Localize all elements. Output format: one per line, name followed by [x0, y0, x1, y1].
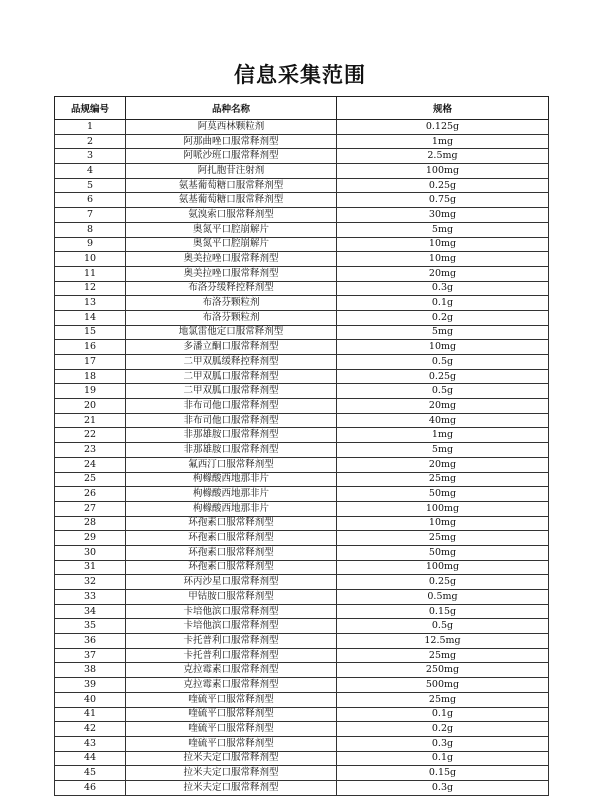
table-row: [55, 149, 549, 164]
table-row: [55, 355, 549, 370]
cell-spec: 0.5g: [337, 355, 549, 370]
cell-drug-name: 喹硫平口服常释剂型: [126, 722, 337, 737]
cell-drug-name: 阿那曲唑口服常释剂型: [126, 134, 337, 149]
cell-drug-name: 阿扎胞苷注射剂: [126, 164, 337, 179]
table-row: [55, 457, 549, 472]
cell-spec: 0.2g: [337, 310, 549, 325]
table-row: [55, 501, 549, 516]
cell-drug-name: 二甲双胍口服常释剂型: [126, 369, 337, 384]
cell-drug-name: 布洛芬颗粒剂: [126, 296, 337, 311]
cell-spec: 20mg: [337, 266, 549, 281]
cell-spec-id: 13: [55, 296, 126, 311]
cell-spec: 10mg: [337, 340, 549, 355]
cell-spec-id: 25: [55, 472, 126, 487]
cell-spec: 0.125g: [337, 120, 549, 135]
cell-spec-id: 10: [55, 252, 126, 267]
cell-spec: 0.3g: [337, 281, 549, 296]
cell-spec-id: 33: [55, 590, 126, 605]
cell-spec-id: 24: [55, 457, 126, 472]
table-row: [55, 340, 549, 355]
table-row: [55, 281, 549, 296]
cell-drug-name: 卡培他滨口服常释剂型: [126, 619, 337, 634]
cell-spec-id: 29: [55, 531, 126, 546]
cell-drug-name: 非布司他口服常释剂型: [126, 399, 337, 414]
cell-spec-id: 27: [55, 501, 126, 516]
cell-drug-name: 二甲双胍缓释控释剂型: [126, 355, 337, 370]
cell-spec-id: 8: [55, 222, 126, 237]
cell-spec-id: 40: [55, 692, 126, 707]
cell-spec: 2.5mg: [337, 149, 549, 164]
table-row: [55, 399, 549, 414]
table-row: [55, 193, 549, 208]
cell-drug-name: 非布司他口服常释剂型: [126, 413, 337, 428]
cell-drug-name: 奥氮平口腔崩解片: [126, 237, 337, 252]
cell-drug-name: 喹硫平口服常释剂型: [126, 707, 337, 722]
cell-spec: 5mg: [337, 325, 549, 340]
cell-spec: 25mg: [337, 648, 549, 663]
cell-spec: 500mg: [337, 678, 549, 693]
cell-spec-id: 12: [55, 281, 126, 296]
table-row: [55, 443, 549, 458]
cell-drug-name: 地氯雷他定口服常释剂型: [126, 325, 337, 340]
cell-drug-name: 克拉霉素口服常释剂型: [126, 663, 337, 678]
cell-spec-id: 35: [55, 619, 126, 634]
cell-drug-name: 环孢素口服常释剂型: [126, 516, 337, 531]
cell-drug-name: 二甲双胍口服常释剂型: [126, 384, 337, 399]
cell-spec-id: 21: [55, 413, 126, 428]
cell-spec: 250mg: [337, 663, 549, 678]
cell-drug-name: 阿莫西林颗粒剂: [126, 120, 337, 135]
cell-drug-name: 拉米夫定口服常释剂型: [126, 751, 337, 766]
cell-spec: 10mg: [337, 252, 549, 267]
cell-spec: 40mg: [337, 413, 549, 428]
cell-spec: 0.25g: [337, 369, 549, 384]
cell-spec-id: 11: [55, 266, 126, 281]
cell-spec: 0.1g: [337, 707, 549, 722]
table-row: [55, 707, 549, 722]
cell-spec-id: 9: [55, 237, 126, 252]
cell-spec: 0.1g: [337, 296, 549, 311]
cell-drug-name: 喹硫平口服常释剂型: [126, 692, 337, 707]
cell-spec: 0.15g: [337, 604, 549, 619]
table-header-row: [55, 97, 549, 120]
table-row: [55, 266, 549, 281]
cell-drug-name: 布洛芬颗粒剂: [126, 310, 337, 325]
cell-spec: 0.25g: [337, 575, 549, 590]
cell-drug-name: 奥美拉唑口服常释剂型: [126, 252, 337, 267]
table-row: [55, 663, 549, 678]
cell-drug-name: 拉米夫定口服常释剂型: [126, 766, 337, 781]
cell-spec-id: 37: [55, 648, 126, 663]
cell-spec-id: 15: [55, 325, 126, 340]
cell-drug-name: 环孢素口服常释剂型: [126, 560, 337, 575]
table-row: [55, 325, 549, 340]
table-row: [55, 369, 549, 384]
cell-spec-id: 4: [55, 164, 126, 179]
cell-spec-id: 22: [55, 428, 126, 443]
cell-spec: 100mg: [337, 164, 549, 179]
cell-spec-id: 38: [55, 663, 126, 678]
table-row: [55, 516, 549, 531]
cell-spec-id: 18: [55, 369, 126, 384]
cell-spec: 0.15g: [337, 766, 549, 781]
cell-spec-id: 23: [55, 443, 126, 458]
cell-spec: 50mg: [337, 545, 549, 560]
cell-drug-name: 奥氮平口腔崩解片: [126, 222, 337, 237]
table-row: [55, 310, 549, 325]
cell-spec: 100mg: [337, 560, 549, 575]
cell-spec: 0.5g: [337, 619, 549, 634]
table-row: [55, 178, 549, 193]
cell-spec-id: 7: [55, 208, 126, 223]
cell-drug-name: 卡培他滨口服常释剂型: [126, 604, 337, 619]
cell-spec: 25mg: [337, 472, 549, 487]
cell-spec-id: 19: [55, 384, 126, 399]
cell-spec-id: 28: [55, 516, 126, 531]
cell-spec: 30mg: [337, 208, 549, 223]
cell-spec: 0.5mg: [337, 590, 549, 605]
table-row: [55, 560, 549, 575]
table-row: [55, 413, 549, 428]
cell-spec: 0.3g: [337, 736, 549, 751]
cell-drug-name: 喹硫平口服常释剂型: [126, 736, 337, 751]
cell-spec: 0.75g: [337, 193, 549, 208]
cell-drug-name: 卡托普利口服常释剂型: [126, 648, 337, 663]
cell-drug-name: 环孢素口服常释剂型: [126, 545, 337, 560]
table-row: [55, 722, 549, 737]
cell-drug-name: 氨溴索口服常释剂型: [126, 208, 337, 223]
table-row: [55, 222, 549, 237]
cell-spec: 0.25g: [337, 178, 549, 193]
cell-drug-name: 非那雄胺口服常释剂型: [126, 443, 337, 458]
cell-spec: 12.5mg: [337, 634, 549, 649]
cell-drug-name: 氟西汀口服常释剂型: [126, 457, 337, 472]
cell-drug-name: 奥美拉唑口服常释剂型: [126, 266, 337, 281]
cell-spec-id: 26: [55, 487, 126, 502]
cell-spec-id: 34: [55, 604, 126, 619]
table-row: [55, 296, 549, 311]
cell-spec-id: 6: [55, 193, 126, 208]
table-row: [55, 531, 549, 546]
table-body: [55, 120, 549, 796]
cell-spec-id: 30: [55, 545, 126, 560]
cell-drug-name: 拉米夫定口服常释剂型: [126, 780, 337, 795]
cell-drug-name: 非那雄胺口服常释剂型: [126, 428, 337, 443]
page-title: 信息采集范围: [234, 63, 366, 87]
table-row: [55, 692, 549, 707]
spec-table: [54, 96, 549, 796]
cell-spec-id: 46: [55, 780, 126, 795]
cell-spec-id: 36: [55, 634, 126, 649]
cell-drug-name: 克拉霉素口服常释剂型: [126, 678, 337, 693]
header-spec: 规格: [337, 97, 549, 120]
cell-spec-id: 17: [55, 355, 126, 370]
cell-drug-name: 环丙沙星口服常释剂型: [126, 575, 337, 590]
cell-drug-name: 枸橼酸西地那非片: [126, 472, 337, 487]
cell-spec: 0.2g: [337, 722, 549, 737]
table-row: [55, 237, 549, 252]
cell-spec: 10mg: [337, 516, 549, 531]
cell-spec-id: 16: [55, 340, 126, 355]
cell-spec-id: 42: [55, 722, 126, 737]
cell-spec: 5mg: [337, 443, 549, 458]
table-row: [55, 164, 549, 179]
cell-drug-name: 氨基葡萄糖口服常释剂型: [126, 193, 337, 208]
table-row: [55, 766, 549, 781]
cell-spec: 25mg: [337, 692, 549, 707]
cell-spec-id: 32: [55, 575, 126, 590]
cell-drug-name: 环孢素口服常释剂型: [126, 531, 337, 546]
cell-spec: 1mg: [337, 134, 549, 149]
cell-drug-name: 阿哌沙班口服常释剂型: [126, 149, 337, 164]
cell-spec-id: 45: [55, 766, 126, 781]
cell-drug-name: 氨基葡萄糖口服常释剂型: [126, 178, 337, 193]
cell-spec: 5mg: [337, 222, 549, 237]
cell-spec: 0.5g: [337, 384, 549, 399]
cell-spec-id: 44: [55, 751, 126, 766]
cell-spec: 20mg: [337, 399, 549, 414]
table-row: [55, 590, 549, 605]
header-spec-id: 品规编号: [55, 97, 126, 120]
cell-spec-id: 3: [55, 149, 126, 164]
cell-spec-id: 39: [55, 678, 126, 693]
cell-spec-id: 41: [55, 707, 126, 722]
cell-spec: 0.1g: [337, 751, 549, 766]
cell-spec: 10mg: [337, 237, 549, 252]
cell-drug-name: 布洛芬缓释控释剂型: [126, 281, 337, 296]
table-row: [55, 604, 549, 619]
cell-spec: 100mg: [337, 501, 549, 516]
cell-drug-name: 卡托普利口服常释剂型: [126, 634, 337, 649]
cell-spec-id: 20: [55, 399, 126, 414]
table-row: [55, 678, 549, 693]
table-row: [55, 384, 549, 399]
table-row: [55, 751, 549, 766]
table-row: [55, 648, 549, 663]
cell-spec: 50mg: [337, 487, 549, 502]
cell-spec: 20mg: [337, 457, 549, 472]
table-row: [55, 545, 549, 560]
cell-spec-id: 2: [55, 134, 126, 149]
cell-spec-id: 43: [55, 736, 126, 751]
table-row: [55, 208, 549, 223]
table-row: [55, 575, 549, 590]
header-drug-name: 品种名称: [126, 97, 337, 120]
table-row: [55, 634, 549, 649]
cell-spec: 1mg: [337, 428, 549, 443]
cell-drug-name: 甲钴胺口服常释剂型: [126, 590, 337, 605]
table-row: [55, 120, 549, 135]
cell-spec-id: 1: [55, 120, 126, 135]
cell-drug-name: 枸橼酸西地那非片: [126, 501, 337, 516]
cell-drug-name: 枸橼酸西地那非片: [126, 487, 337, 502]
cell-spec-id: 14: [55, 310, 126, 325]
table-row: [55, 487, 549, 502]
table-row: [55, 619, 549, 634]
cell-drug-name: 多潘立酮口服常释剂型: [126, 340, 337, 355]
table-row: [55, 252, 549, 267]
cell-spec: 0.3g: [337, 780, 549, 795]
table-row: [55, 134, 549, 149]
cell-spec-id: 5: [55, 178, 126, 193]
table-row: [55, 428, 549, 443]
cell-spec-id: 31: [55, 560, 126, 575]
table-row: [55, 472, 549, 487]
table-row: [55, 736, 549, 751]
cell-spec: 25mg: [337, 531, 549, 546]
